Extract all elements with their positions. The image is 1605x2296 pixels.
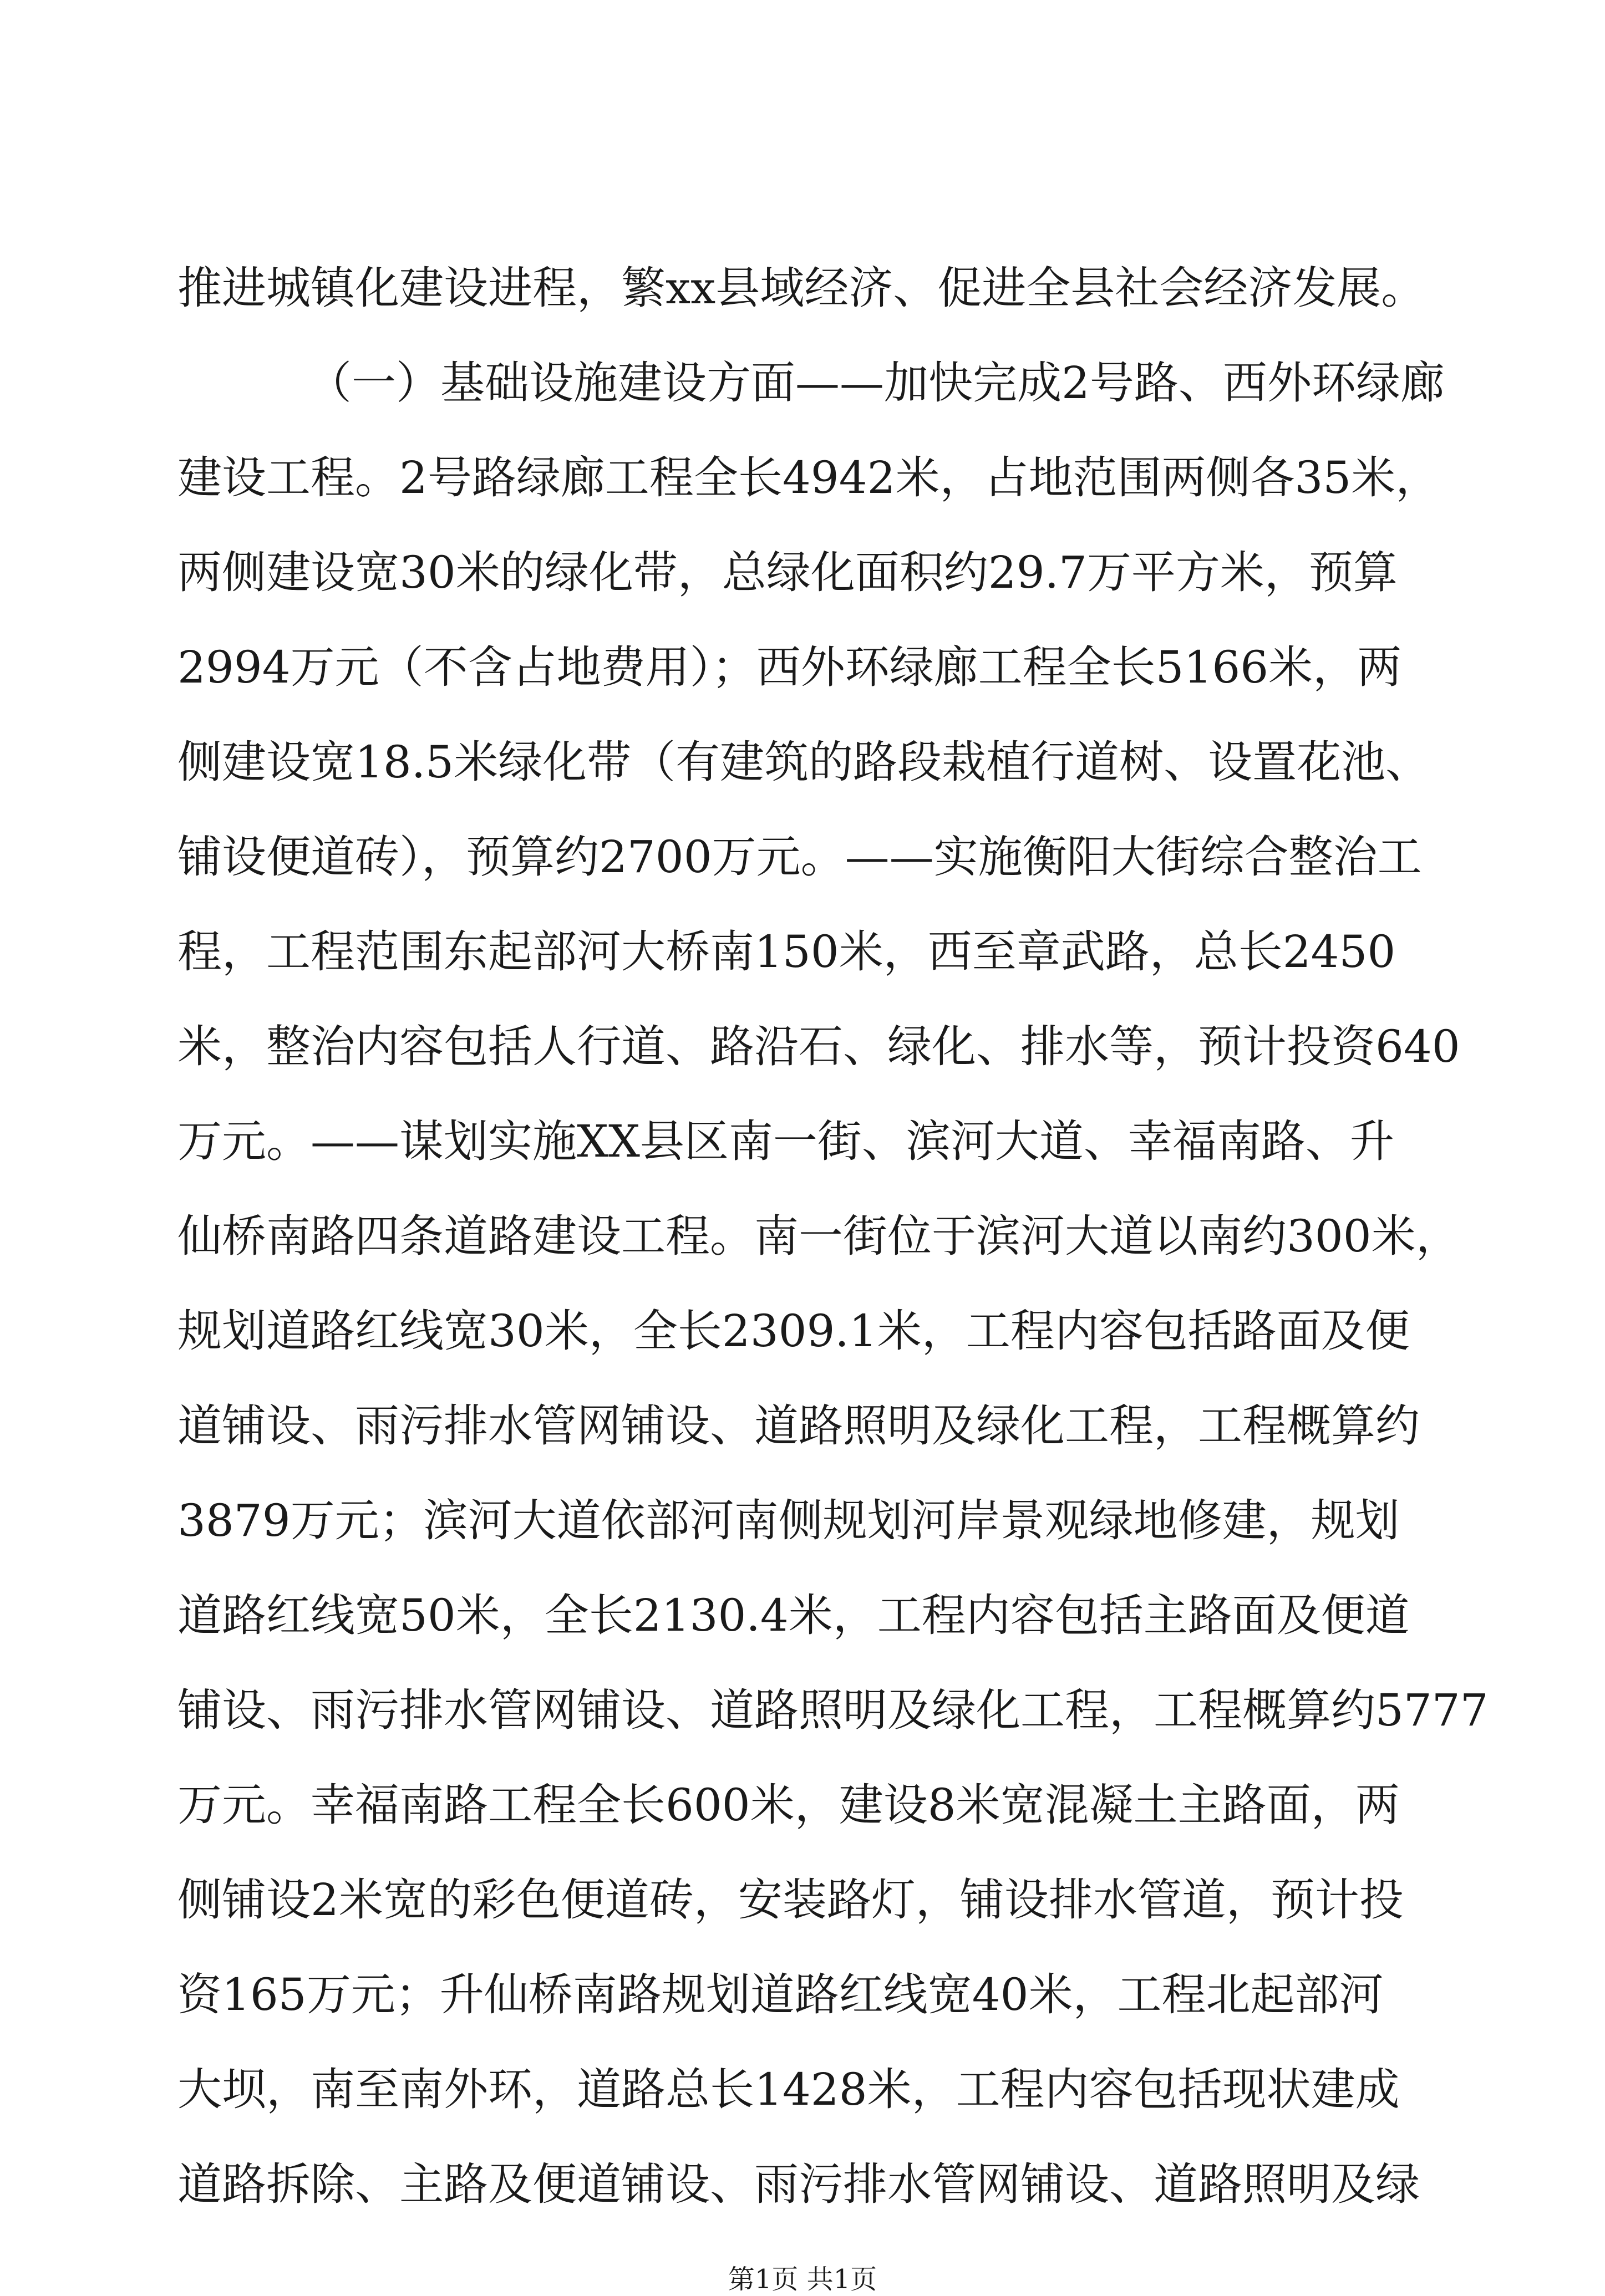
line-text: 道铺设、雨污排水管网铺设、道路照明及绿化工程，工程概算约 [177,1400,1420,1452]
line-text: （一）基础设施建设方面——加快完成2号路、西外环绿廊 [307,357,1445,409]
line-text: 道路拆除、主路及便道铺设、雨污排水管网铺设、道路照明及绿 [177,2158,1420,2210]
line-text: 大坝，南至南外环，道路总长1428米，工程内容包括现状建成 [177,2064,1400,2115]
line-text: 仙桥南路四条道路建设工程。南一街位于滨河大道以南约300米， [177,1210,1460,1262]
page-footer: 第1页 共1页 [728,2264,877,2295]
line-text: 万元。幸福南路工程全长600米，建设8米宽混凝土主路面，两 [177,1779,1400,1831]
line-text: 2994万元（不含占地费用）；西外环绿廊工程全长5166米，两 [177,642,1402,693]
line-text: 铺设便道砖），预算约2700万元。——实施衡阳大街综合整治工 [177,831,1422,883]
line-text: 3879万元；滨河大道依部河南侧规划河岸景观绿地修建，规划 [177,1495,1400,1546]
line-text: 资165万元；升仙桥南路规划道路红线宽40米，工程北起部河 [177,1969,1384,2020]
line-text: 侧建设宽18.5米绿化带（有建筑的路段栽植行道树、设置花池、 [177,736,1430,788]
line-text: 铺设、雨污排水管网铺设、道路照明及绿化工程，工程概算约5777 [177,1684,1489,1736]
line-text: 建设工程。2号路绿廊工程全长4942米，占地范围两侧各35米， [177,452,1440,503]
line-text: 米，整治内容包括人行道、路沿石、绿化、排水等，预计投资640 [177,1021,1460,1072]
line-text: 规划道路红线宽30米，全长2309.1米，工程内容包括路面及便 [177,1305,1410,1357]
line-text: 道路红线宽50米，全长2130.4米，工程内容包括主路面及便道 [177,1590,1410,1641]
line-text: 推进城镇化建设进程，繁xx县域经济、促进全县社会经济发展。 [177,262,1426,314]
line-text: 万元。——谋划实施XX县区南一街、滨河大道、幸福南路、升 [177,1116,1394,1167]
line-text: 侧铺设2米宽的彩色便道砖，安装路灯，铺设排水管道，预计投 [177,1874,1404,1926]
line-text: 两侧建设宽30米的绿化带，总绿化面积约29.7万平方米，预算 [177,547,1398,598]
line-text: 程，工程范围东起部河大桥南150米，西至章武路，总长2450 [177,926,1396,978]
